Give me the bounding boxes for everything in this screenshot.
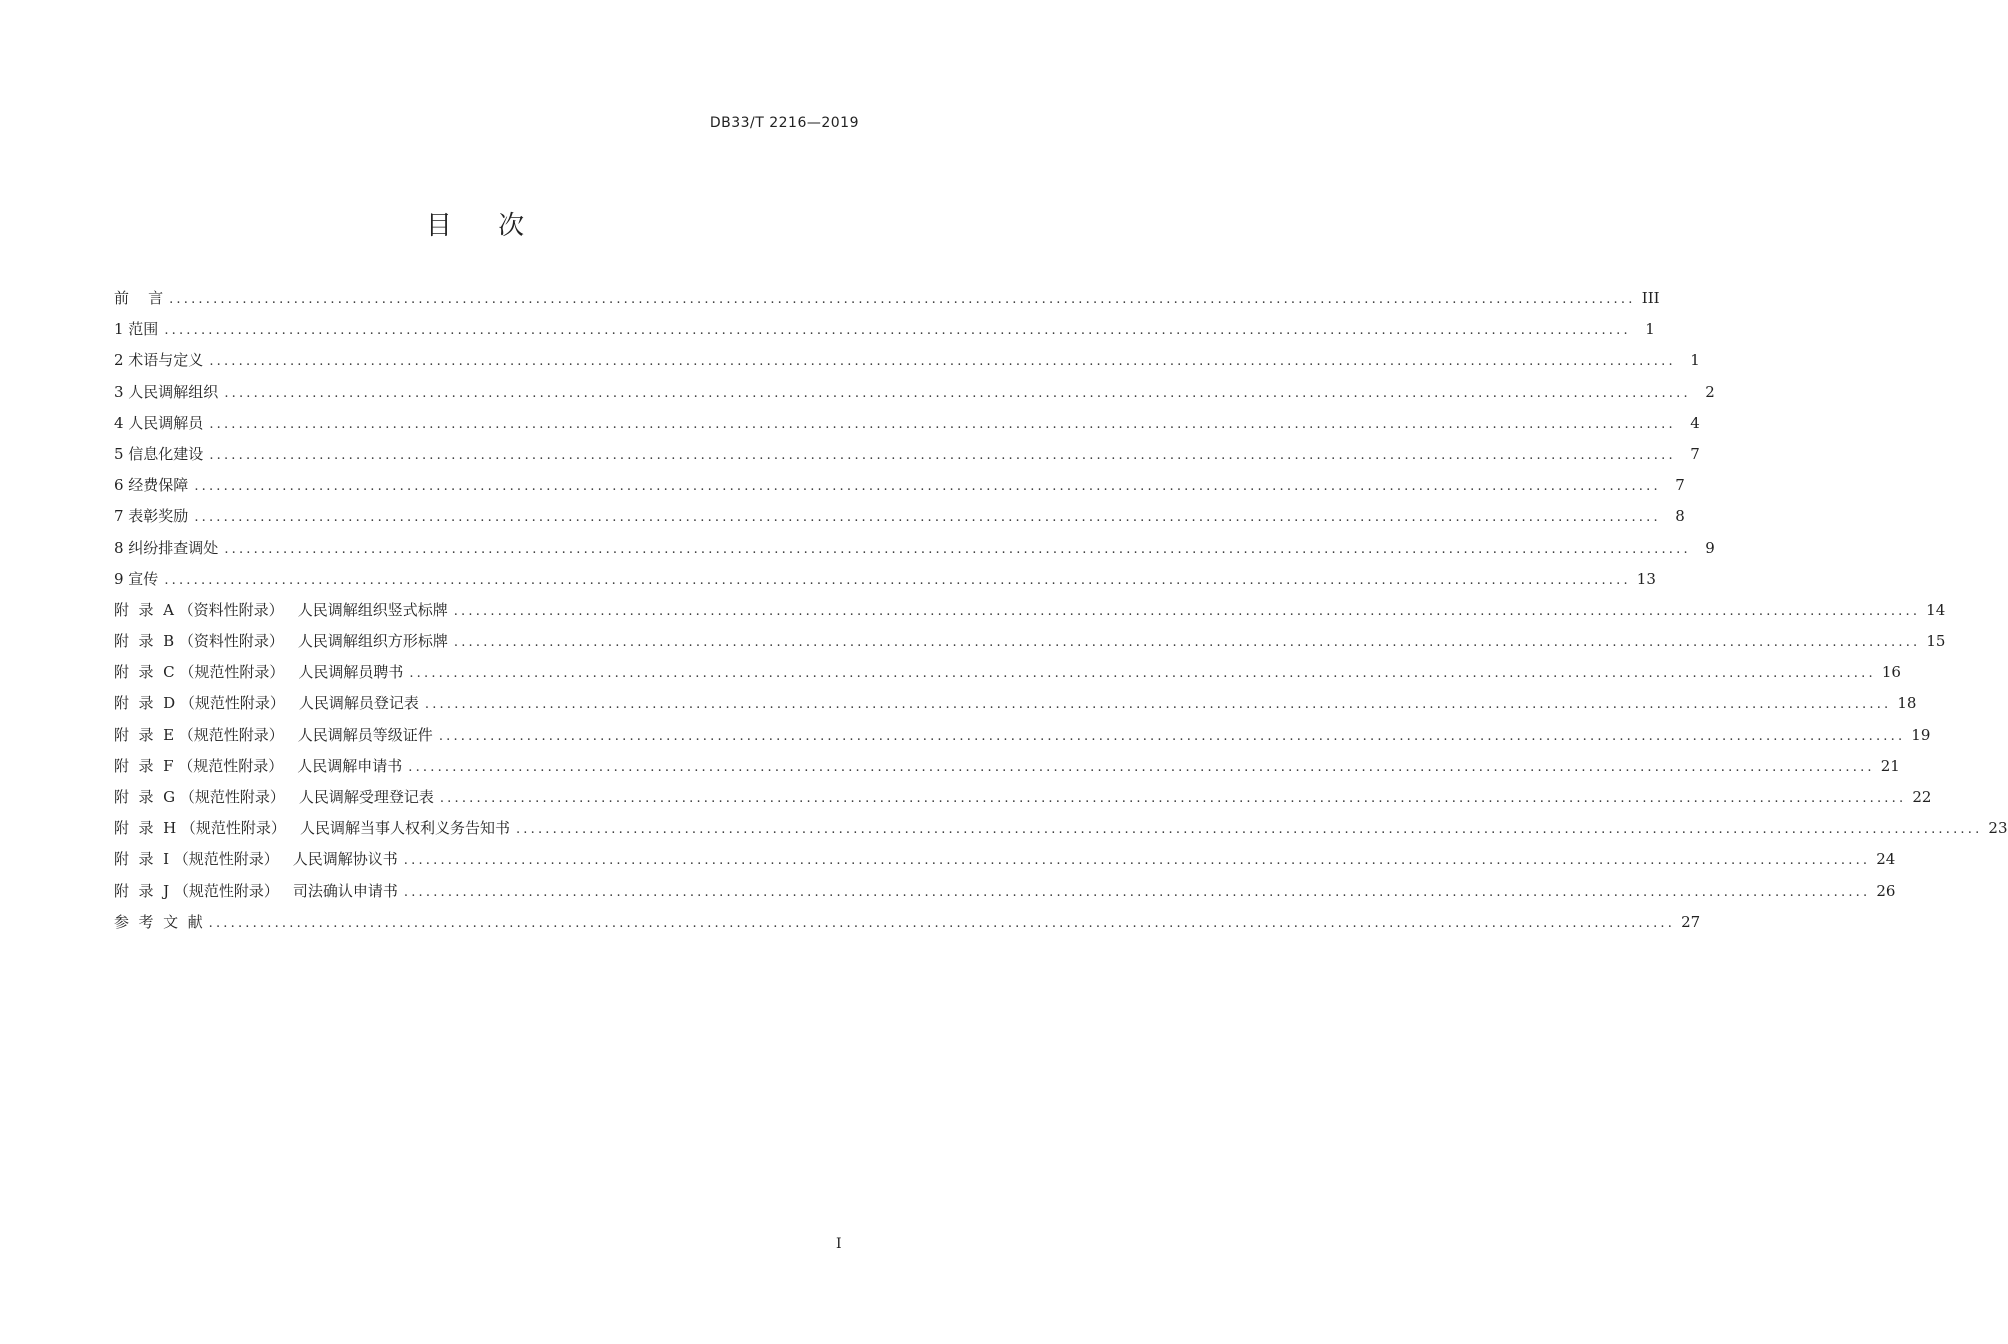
toc-entry-page: 18 xyxy=(1897,694,1917,713)
toc-entry[interactable] xyxy=(114,505,1685,536)
toc-entry-label: 附 录 C （规范性附录） xyxy=(114,663,285,682)
toc-entry[interactable] xyxy=(114,568,1656,599)
toc-dot-leader: ........................................................................................................................................................................................................ xyxy=(194,510,1661,526)
toc-entry-page: 7 xyxy=(1675,476,1685,495)
toc-entry-label: 2 术语与定义 xyxy=(114,351,204,370)
toc-entry[interactable] xyxy=(114,911,1701,942)
toc-entry[interactable] xyxy=(114,661,1901,692)
toc-entry-page: 4 xyxy=(1690,413,1700,432)
toc-dot-leader: ........................................................................................................................................................................................................ xyxy=(209,354,1676,370)
toc-entry-page: 8 xyxy=(1675,507,1685,526)
toc-entry-label: 参 考 文 献 xyxy=(114,912,203,931)
toc-entry-page: 13 xyxy=(1636,569,1656,588)
toc-entry-label: 1 范围 xyxy=(114,320,159,339)
toc-entry[interactable] xyxy=(114,412,1700,443)
toc-entry-label: 7 表彰奖励 xyxy=(114,507,189,526)
toc-dot-leader: ........................................................................................................................................................................................................ xyxy=(515,822,1983,838)
toc-entry-subtitle: 人民调解员聘书 xyxy=(298,663,404,682)
toc-entry[interactable] xyxy=(114,724,1931,755)
toc-entry-page: 24 xyxy=(1876,850,1896,869)
toc-dot-leader: ........................................................................................................................................................................................................ xyxy=(438,728,1906,744)
toc-entry-page: 19 xyxy=(1911,725,1931,744)
toc-entry-page: 1 xyxy=(1645,320,1655,339)
toc-entry-label: 8 纠纷排查调处 xyxy=(114,538,219,557)
toc-entry[interactable] xyxy=(114,474,1685,505)
toc-entry-label: 附 录 D （规范性附录） xyxy=(114,694,285,713)
toc-entry[interactable] xyxy=(114,880,1896,911)
toc-dot-leader: ........................................................................................................................................................................................................ xyxy=(453,603,1921,619)
toc-entry-label: 附 录 E （规范性附录） xyxy=(114,725,284,744)
toc-dot-leader: ........................................................................................................................................................................................................ xyxy=(453,635,1921,651)
toc-entry-label: 6 经费保障 xyxy=(114,476,189,495)
toc-entry-subtitle: 人民调解受理登记表 xyxy=(298,788,434,806)
toc-entry-page: 14 xyxy=(1926,600,1946,619)
page-number: I xyxy=(836,1236,842,1252)
toc-entry-label: 附 录 H （规范性附录） xyxy=(114,819,286,838)
toc-entry-subtitle: 人民调解协议书 xyxy=(292,850,398,869)
toc-entry-page: 23 xyxy=(1988,819,2008,838)
toc-dot-leader: ........................................................................................................................................................................................................ xyxy=(439,791,1907,806)
toc-dot-leader: ........................................................................................................................................................................................................ xyxy=(224,385,1691,401)
toc-dot-leader: ........................................................................................................................................................................................................ xyxy=(208,915,1676,931)
toc-dot-leader: ........................................................................................................................................................................................................ xyxy=(403,884,1871,900)
toc-dot-leader: ........................................................................................................................................................................................................ xyxy=(164,572,1631,588)
toc-dot-leader: ........................................................................................................................................................................................................ xyxy=(169,292,1636,307)
toc-entry-label: 9 宣传 xyxy=(114,569,159,588)
toc-entry-label: 前 言 xyxy=(114,289,164,307)
toc-entry-subtitle: 人民调解申请书 xyxy=(297,756,403,775)
toc-entry-page: 22 xyxy=(1912,788,1932,806)
toc-entry-label: 附 录 B （资料性附录） xyxy=(114,632,284,651)
toc-entry-subtitle: 司法确认申请书 xyxy=(292,881,398,900)
toc-dot-leader: ........................................................................................................................................................................................................ xyxy=(408,759,1875,775)
toc-entry-subtitle: 人民调解组织竖式标牌 xyxy=(297,600,448,619)
toc-entry-label: 附 录 A （资料性附录） xyxy=(114,600,284,619)
toc-entry-page: III xyxy=(1641,289,1660,307)
toc-entry-page: 9 xyxy=(1705,538,1715,557)
toc-dot-leader: ........................................................................................................................................................................................................ xyxy=(164,323,1631,339)
toc-entry-page: 26 xyxy=(1876,881,1896,900)
toc-dot-leader: ........................................................................................................................................................................................................ xyxy=(209,447,1676,463)
toc-entry[interactable] xyxy=(114,786,1932,817)
toc-entry[interactable] xyxy=(114,381,1715,412)
toc-dot-leader: ........................................................................................................................................................................................................ xyxy=(194,479,1661,495)
toc-dot-leader: ........................................................................................................................................................................................................ xyxy=(409,666,1876,682)
toc-entry-label: 5 信息化建设 xyxy=(114,444,204,463)
toc-entry[interactable] xyxy=(114,817,2008,848)
toc-entry[interactable] xyxy=(114,692,1917,723)
document-code: DB33/T 2216—2019 xyxy=(709,115,859,131)
toc-entry[interactable] xyxy=(114,287,1660,318)
toc-entry[interactable] xyxy=(114,349,1700,380)
toc-entry[interactable] xyxy=(114,443,1700,474)
toc-entry-page: 21 xyxy=(1880,756,1900,775)
toc-entry-label: 3 人民调解组织 xyxy=(114,382,219,401)
toc-entry-page: 7 xyxy=(1690,444,1700,463)
toc-entry-label: 附 录 I （规范性附录） xyxy=(114,850,279,869)
toc-entry-page: 2 xyxy=(1705,382,1715,401)
toc-entry-subtitle: 人民调解组织方形标牌 xyxy=(297,632,448,651)
toc-entry-label: 附 录 F （规范性附录） xyxy=(114,756,284,775)
toc-entry[interactable] xyxy=(114,318,1655,349)
toc-entry[interactable] xyxy=(114,537,1715,568)
toc-dot-leader: ........................................................................................................................................................................................................ xyxy=(424,697,1892,713)
toc-entry-label: 4 人民调解员 xyxy=(114,413,204,432)
toc-entry-page: 27 xyxy=(1681,912,1701,931)
toc-entry-label: 附 录 J （规范性附录） xyxy=(114,881,279,900)
toc-entry-page: 1 xyxy=(1690,351,1700,370)
toc-dot-leader: ........................................................................................................................................................................................................ xyxy=(403,853,1871,869)
toc-entry[interactable] xyxy=(114,630,1946,661)
toc-entry[interactable] xyxy=(114,755,1900,786)
toc-dot-leader: ........................................................................................................................................................................................................ xyxy=(209,416,1676,432)
toc-entry-subtitle: 人民调解当事人权利义务告知书 xyxy=(299,819,510,838)
toc-entry-subtitle: 人民调解员等级证件 xyxy=(297,725,433,744)
table-of-contents xyxy=(114,287,2008,942)
toc-entry-page: 15 xyxy=(1926,632,1946,651)
toc-entry-subtitle: 人民调解员登记表 xyxy=(298,694,419,713)
toc-entry-label: 附 录 G （规范性附录） xyxy=(114,788,285,806)
toc-entry-page: 16 xyxy=(1881,663,1901,682)
toc-dot-leader: ........................................................................................................................................................................................................ xyxy=(224,541,1691,557)
page-title: 目 次 xyxy=(425,211,525,241)
toc-entry[interactable] xyxy=(114,599,1946,630)
toc-entry[interactable] xyxy=(114,848,1896,879)
